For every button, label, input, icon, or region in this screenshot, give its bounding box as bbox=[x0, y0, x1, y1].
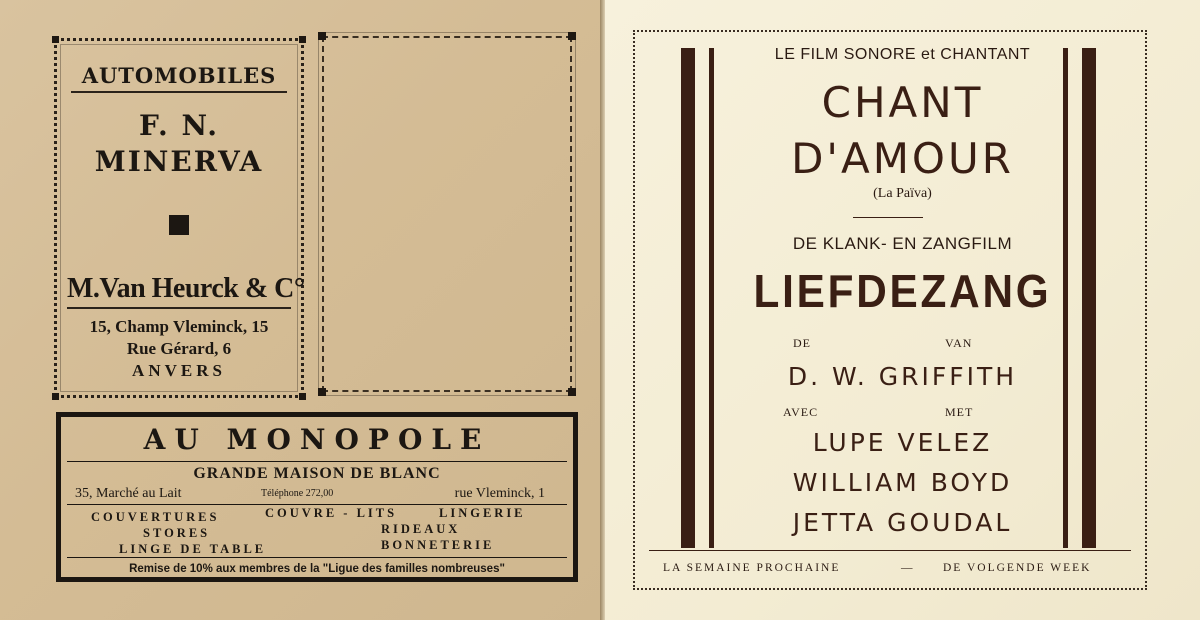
corner-ornament bbox=[52, 36, 59, 43]
corner-ornament bbox=[568, 388, 576, 396]
divider bbox=[67, 504, 567, 505]
product-item: COUVERTURES bbox=[91, 510, 220, 524]
corner-ornament bbox=[318, 32, 326, 40]
footer-dash: — bbox=[901, 562, 915, 574]
corner-ornament bbox=[299, 393, 306, 400]
address-right: rue Vleminck, 1 bbox=[454, 486, 545, 501]
ad-heading: AUTOMOBILES bbox=[71, 63, 287, 93]
address-left: 35, Marché au Lait bbox=[75, 486, 182, 501]
corner-ornament bbox=[299, 36, 306, 43]
minerva-automobiles-ad bbox=[54, 38, 304, 398]
cast-member: LUPE VELEZ bbox=[812, 428, 993, 457]
corner-ornament bbox=[52, 393, 59, 400]
ad-title: AU MONOPOLE bbox=[143, 423, 491, 456]
empty-ad-frame bbox=[322, 36, 572, 392]
cast-member: WILLIAM BOYD bbox=[792, 468, 1013, 497]
square-ornament-icon bbox=[169, 215, 189, 235]
phone: Téléphone 272,00 bbox=[261, 488, 334, 499]
label-avec: AVEC bbox=[783, 405, 819, 419]
product-item: LINGE DE TABLE bbox=[119, 542, 267, 556]
au-monopole-ad bbox=[56, 412, 578, 582]
film-type-fr: LE FILM SONORE et CHANTANT bbox=[774, 46, 1031, 63]
discount-note: Remise de 10% aux membres de la "Ligue des familles nombreuses" bbox=[129, 563, 505, 575]
film-alt-title: (La Païva) bbox=[873, 186, 932, 201]
footer-fr: LA SEMAINE PROCHAINE bbox=[663, 562, 841, 574]
product-item: COUVRE - LITS bbox=[265, 506, 398, 520]
corner-ornament bbox=[568, 32, 576, 40]
right-page bbox=[605, 0, 1200, 620]
film-title-fr-line1: CHANT bbox=[821, 78, 984, 127]
divider bbox=[67, 557, 567, 558]
product-item: RIDEAUX bbox=[381, 522, 461, 536]
company-name: M.Van Heurck & C° bbox=[67, 273, 291, 309]
film-title-fr-line2: D'AMOUR bbox=[791, 134, 1014, 183]
label-de: DE bbox=[793, 336, 811, 350]
film-title-nl: LIEFDEZANG bbox=[753, 265, 1052, 317]
divider bbox=[67, 461, 567, 462]
film-type-nl: DE KLANK- EN ZANGFILM bbox=[792, 234, 1013, 253]
product-item: BONNETERIE bbox=[381, 538, 495, 552]
product-item: STORES bbox=[143, 526, 211, 540]
footer-nl: DE VOLGENDE WEEK bbox=[943, 562, 1092, 574]
label-met: MET bbox=[945, 405, 974, 419]
brand-line-2: MINERVA bbox=[94, 145, 264, 178]
label-van: VAN bbox=[945, 336, 973, 350]
address-line-2: Rue Gérard, 6 bbox=[126, 339, 232, 358]
divider bbox=[649, 550, 1131, 551]
address-line-1: 15, Champ Vleminck, 15 bbox=[89, 317, 269, 336]
product-item: LINGERIE bbox=[439, 506, 526, 520]
ad-subtitle: GRANDE MAISON DE BLANC bbox=[193, 465, 441, 482]
cast-member: JETTA GOUDAL bbox=[792, 508, 1013, 537]
corner-ornament bbox=[318, 388, 326, 396]
director-name: D. W. GRIFFITH bbox=[787, 362, 1018, 391]
brand-line-1: F. N. bbox=[138, 109, 220, 142]
city: ANVERS bbox=[132, 361, 226, 380]
divider bbox=[853, 217, 923, 218]
